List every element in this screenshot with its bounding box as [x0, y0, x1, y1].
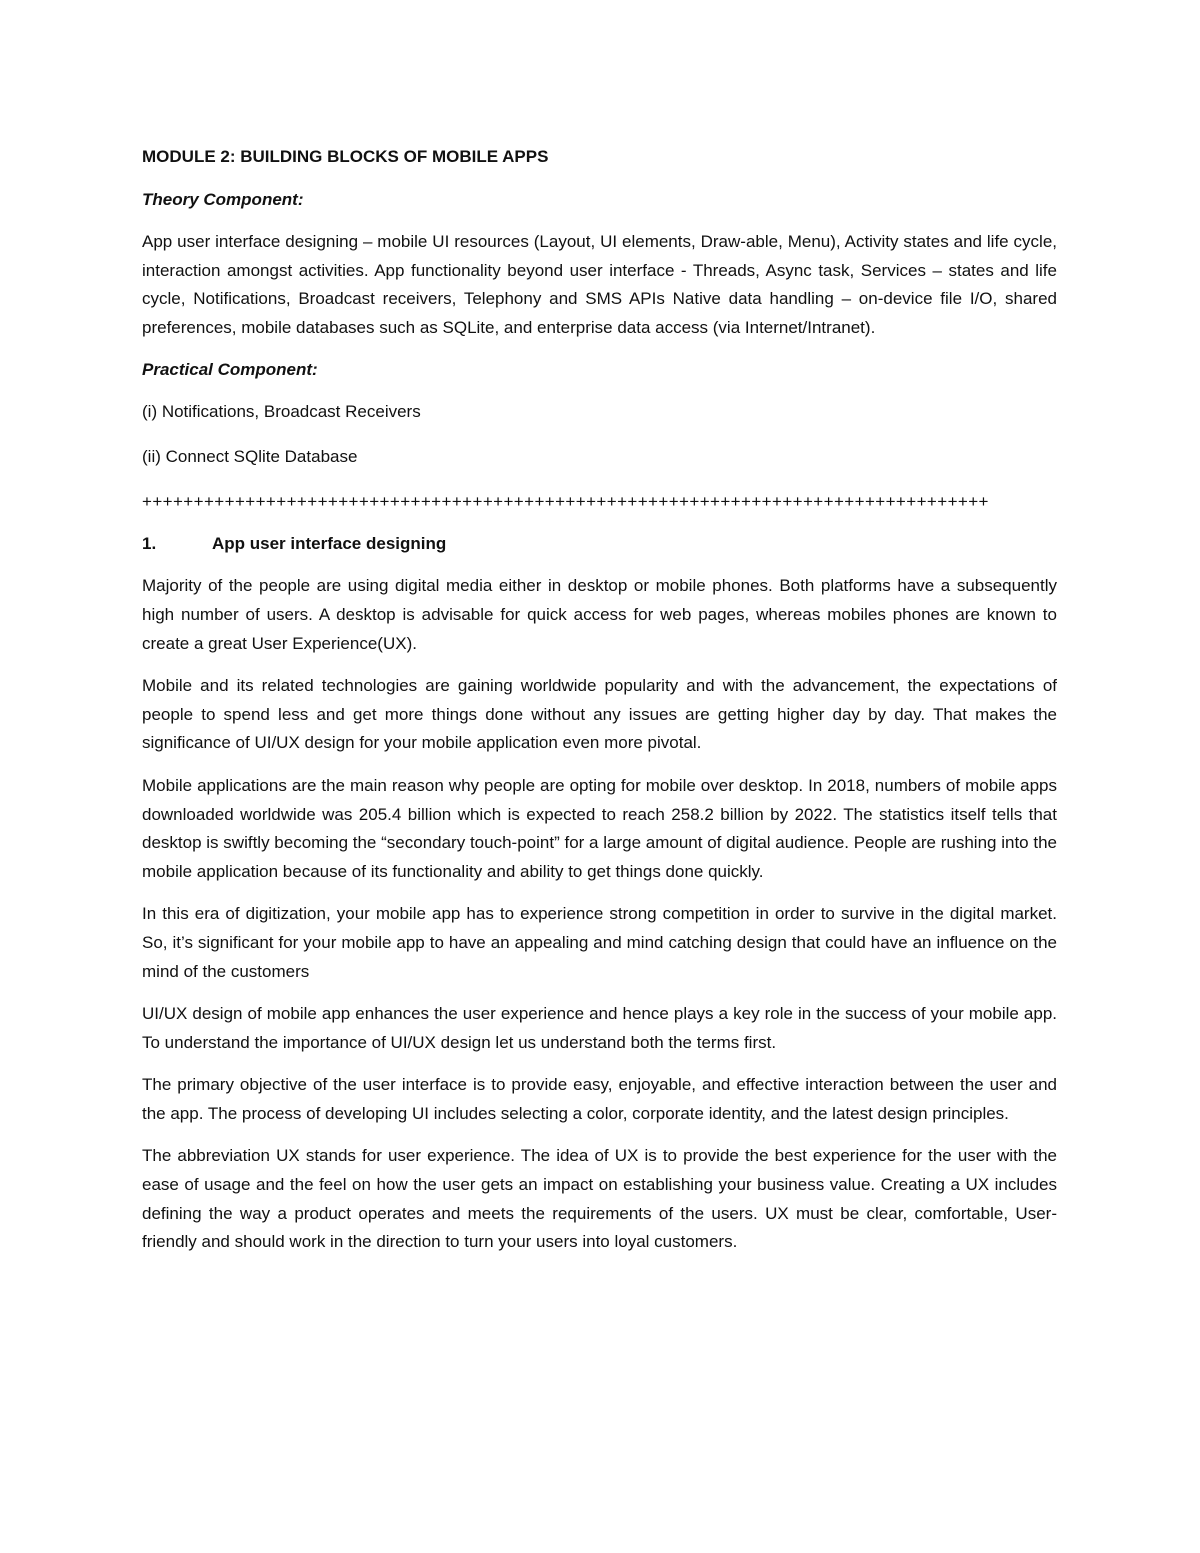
- module-title: MODULE 2: BUILDING BLOCKS OF MOBILE APPS: [142, 147, 549, 166]
- theory-component-text: App user interface designing – mobile UI resources (Layout, UI elements, Draw-able, Menu), Activity states and life cycle, interaction amongst activities. App functionality beyond user interface - Threads, Async task, Services – states and life cycle, Notifications, Broadcast receivers, Telephony and SMS APIs Native data handling – on-device file I/O, shared preferences, mobile databases such as SQLite, and enterprise data access (via Internet/Intranet).: [142, 232, 1057, 337]
- section-number: 1.: [142, 534, 157, 554]
- body-paragraph: The abbreviation UX stands for user experience. The idea of UX is to provide the best experience for the user with the ease of usage and the feel on how the user gets an impact on establishing your business value. Creating a UX includes defining the way a product operates and meets the requirements of the users. UX must be clear, comfortable, User-friendly and should work in the direction to turn your users into loyal customers.: [142, 1146, 1057, 1252]
- theory-component-label: Theory Component:: [142, 190, 304, 209]
- separator-line: ++++++++++++++++++++++++++++++++++++++++++++++++++++++++++++++++++++++++++++++++++: [142, 492, 989, 512]
- document-body: [142, 143, 1057, 1271]
- section-heading: [142, 530, 1057, 558]
- section-title: App user interface designing: [212, 534, 447, 554]
- body-paragraph: The primary objective of the user interface is to provide easy, enjoyable, and effective interaction between the user and the app. The process of developing UI includes selecting a color, corporate identity, and the latest design principles.: [142, 1075, 1057, 1123]
- body-paragraph: Mobile and its related technologies are gaining worldwide popularity and with the advancement, the expectations of people to spend less and get more things done without any issues are getting higher day by day. That makes the significance of UI/UX design for your mobile application even more pivotal.: [142, 676, 1057, 753]
- body-paragraph: UI/UX design of mobile app enhances the user experience and hence plays a key role in the success of your mobile app. To understand the importance of UI/UX design let us understand both the terms first.: [142, 1004, 1057, 1052]
- practical-component-label: Practical Component:: [142, 360, 318, 380]
- body-paragraph: In this era of digitization, your mobile app has to experience strong competition in order to survive in the digital market. So, it’s significant for your mobile app to have an appealing and mind catching design that could have an influence on the mind of the customers: [142, 904, 1057, 981]
- body-paragraph: Majority of the people are using digital media either in desktop or mobile phones. Both platforms have a subsequently high number of users. A desktop is advisable for quick access for web pages, whereas mobiles phones are known to create a great User Experience(UX).: [142, 576, 1057, 653]
- practical-item: (ii) Connect SQlite Database: [142, 447, 358, 467]
- body-paragraph: Mobile applications are the main reason why people are opting for mobile over desktop. In 2018, numbers of mobile apps downloaded worldwide was 205.4 billion which is expected to reach 258.2 billion by 2022. The statistics itself tells that desktop is swiftly becoming the “secondary touch-point” for a large amount of digital audience. People are rushing into the mobile application because of its functionality and ability to get things done quickly.: [142, 775, 1057, 881]
- practical-item: (i) Notifications, Broadcast Receivers: [142, 402, 421, 422]
